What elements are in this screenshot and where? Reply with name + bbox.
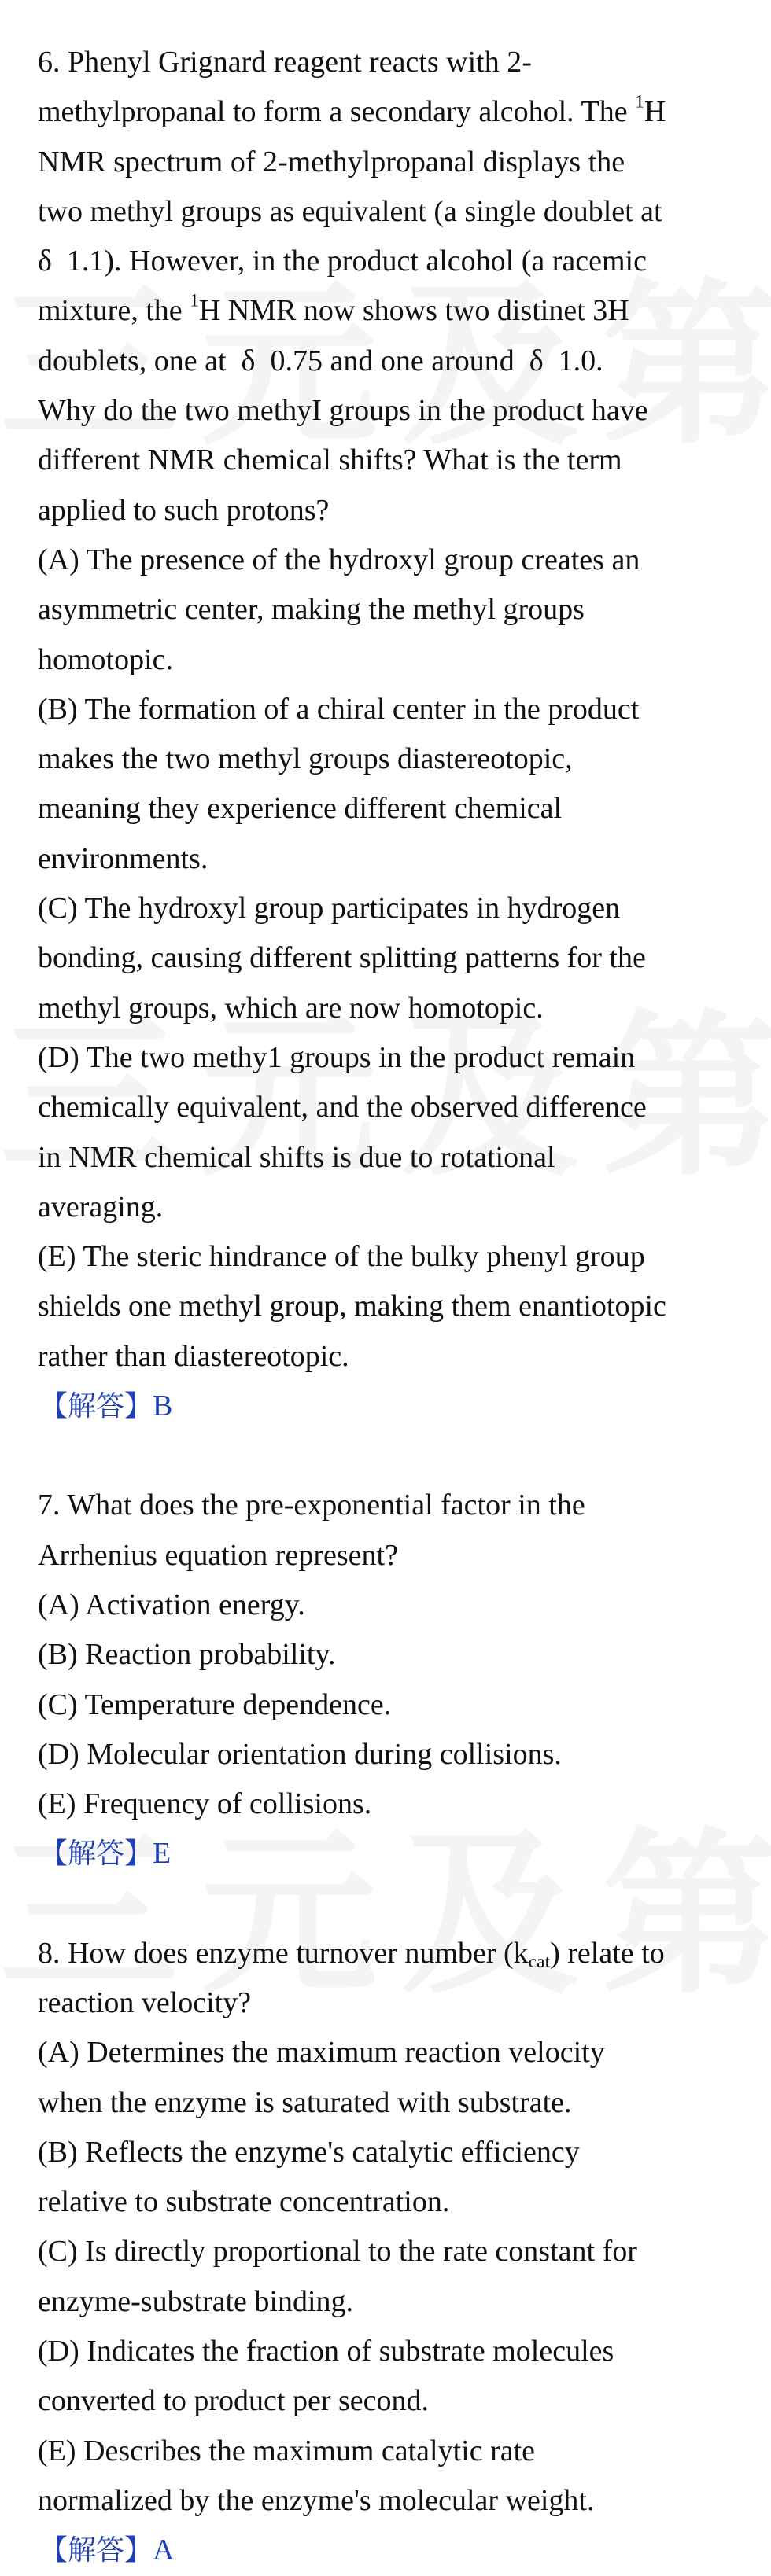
stem-line: NMR spectrum of 2-methylpropanal displays the bbox=[38, 145, 625, 178]
option-e: (E) The steric hindrance of the bulky phenyl group shields one methyl group, making them enantiotopic rather than diastereotopic. bbox=[38, 1240, 666, 1373]
option-a: (A) The presence of the hydroxyl group creates an asymmetric center, making the methyl groups homotopic. bbox=[38, 543, 640, 676]
option-d: (D) The two methy1 groups in the product remain chemically equivalent, and the observed difference in NMR chemical shifts is due to rotational averaging. bbox=[38, 1040, 647, 1224]
answer-value: E bbox=[153, 1837, 172, 1871]
answer-line bbox=[38, 1829, 746, 1879]
option-d: (D) Molecular orientation during collisions. bbox=[38, 1737, 562, 1771]
answer-line bbox=[38, 2526, 746, 2575]
superscript: 1 bbox=[635, 91, 644, 112]
answer-label: 【解答】 bbox=[39, 2534, 153, 2567]
option-d: (D) Indicates the fraction of substrate molecules converted to product per second. bbox=[38, 2335, 614, 2418]
answer-value: B bbox=[153, 1389, 173, 1423]
stem-line: reaction velocity? bbox=[38, 1985, 252, 2019]
stem-line: mixture, the $^1$H NMR now shows two distinet 3H bbox=[38, 290, 629, 328]
option-c: (C) Is directly proportional to the rate constant for enzyme-substrate binding. bbox=[38, 2235, 637, 2318]
document-body bbox=[38, 38, 746, 2576]
stem-line: applied to such protons? bbox=[38, 493, 330, 527]
option-b: (B) The formation of a chiral center in the product makes the two methyl groups diastereotopic, meaning they experience different chemical environments. bbox=[38, 692, 640, 875]
question-stem bbox=[38, 1481, 746, 1581]
option-b: (B) Reaction probability. bbox=[38, 1638, 336, 1672]
answer-label: 【解答】 bbox=[39, 1838, 153, 1871]
stem-line: 7. What does the pre-exponential factor in the bbox=[38, 1489, 585, 1522]
stem-line: δ 1.1). However, in the product alcohol (a racemic bbox=[38, 245, 647, 278]
stem-line: Arrhenius equation represent? bbox=[38, 1538, 398, 1572]
stem-line: 8. How does enzyme turnover number $(k_{cat})$ relate to bbox=[38, 1936, 665, 1972]
option-b: (B) Reflects the enzyme's catalytic efficiency relative to substrate concentration. bbox=[38, 2135, 580, 2219]
answer-value: A bbox=[153, 2534, 175, 2567]
stem-line: doublets, one at δ 0.75 and one around δ 1.0. bbox=[38, 344, 603, 377]
answer-label: 【解答】 bbox=[39, 1390, 153, 1423]
answer-line bbox=[38, 1382, 746, 1431]
question-6 bbox=[38, 38, 746, 1431]
stem-line: methylpropanal to form a secondary alcohol. The $^1$H bbox=[38, 91, 666, 129]
question-8 bbox=[38, 1929, 746, 2576]
option-a: (A) Activation energy. bbox=[38, 1588, 305, 1621]
question-stem bbox=[38, 38, 746, 535]
option-e: (E) Describes the maximum catalytic rate normalized by the enzyme's molecular weight. bbox=[38, 2434, 595, 2517]
stem-line: two methyl groups as equivalent (a single doublet at bbox=[38, 194, 662, 228]
subscript: cat bbox=[528, 1951, 551, 1972]
option-c: (C) The hydroxyl group participates in hydrogen bonding, causing different splitting patterns for the methyl groups, which are now homotopic. bbox=[38, 892, 646, 1025]
stem-line: different NMR chemical shifts? What is the term bbox=[38, 443, 622, 477]
stem-line: 6. Phenyl Grignard reagent reacts with 2- bbox=[38, 46, 532, 79]
superscript: 1 bbox=[190, 290, 199, 311]
question-7 bbox=[38, 1481, 746, 1879]
option-e: (E) Frequency of collisions. bbox=[38, 1787, 372, 1821]
option-a: (A) Determines the maximum reaction velocity when the enzyme is saturated with substrate. bbox=[38, 2036, 605, 2119]
stem-line: Why do the two methyI groups in the product have bbox=[38, 394, 648, 428]
option-c: (C) Temperature dependence. bbox=[38, 1687, 392, 1721]
question-stem bbox=[38, 1929, 746, 2029]
